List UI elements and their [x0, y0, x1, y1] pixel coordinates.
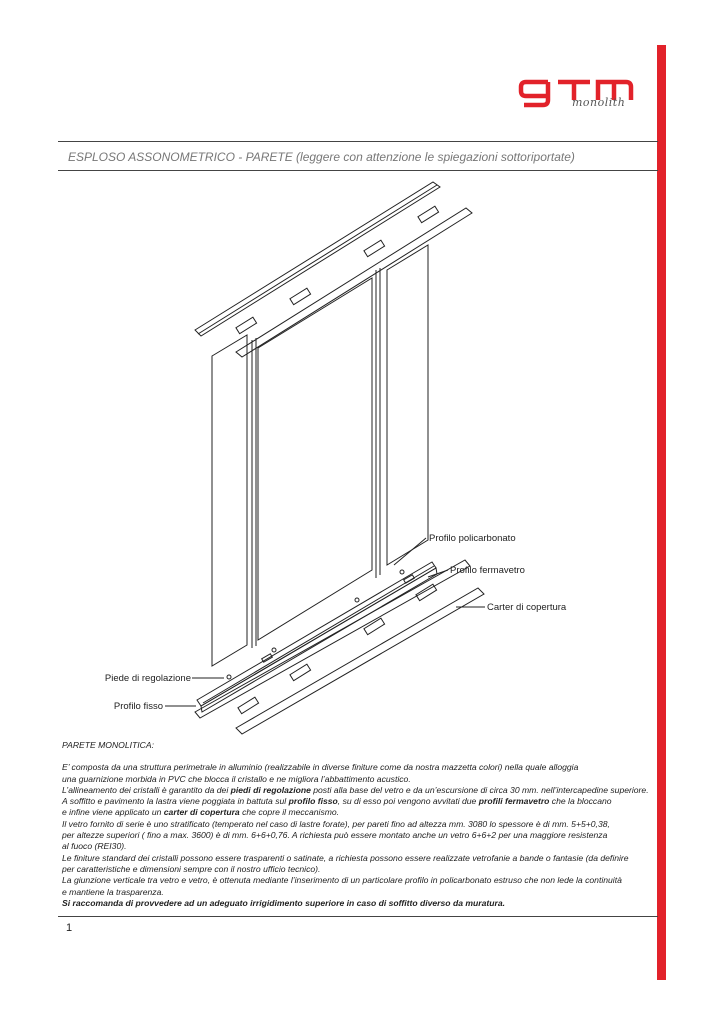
- top-clips: [236, 206, 439, 334]
- label-profilo-fisso: Profilo fisso: [113, 701, 163, 712]
- text-line: E’ composta da una struttura perimetrale in alluminio (realizzabile in diverse finiture come da nostra mazzetta colori) nella quale alloggia: [62, 762, 579, 773]
- label-piede-di-regolazione: Piede di regolazione: [104, 673, 191, 684]
- page-number: 1: [66, 922, 73, 934]
- text-line: Le finiture standard dei cristalli possono essere trasparenti o satinate, a richiesta possono essere realizzate vetrofanie a bande o fantasie (da definire: [62, 852, 629, 863]
- bottom-clips: [238, 584, 437, 714]
- text-line: Il vetro fornito di serie è uno stratificato (temperato nel caso di lastre forate), per pareti fino ad altezza mm. 3080 lo spessore è di mm. 5+5+0,38,: [62, 818, 610, 829]
- top-profile: [195, 182, 472, 357]
- text-line: per caratteristiche e dimensioni sempre con il nostro ufficio tecnico).: [62, 863, 321, 874]
- description-text: [62, 740, 657, 909]
- text-line: per altezze superiori ( fino a max. 3600) è di mm. 6+6+0,76. A richiesta può essere montato anche un vetro 6+6+2 per una maggiore resistenza: [62, 830, 608, 841]
- text-line: e infine viene applicato un carter di copertura che copre il meccanismo.: [62, 807, 340, 818]
- label-profilo-fermavetro: Profilo fermavetro: [450, 565, 525, 576]
- accent-bar: [657, 45, 666, 980]
- label-carter-di-copertura: Carter di copertura: [487, 602, 567, 613]
- text-line: e mantiene la trasparenza.: [62, 886, 164, 897]
- section-heading: PARETE MONOLITICA:: [62, 740, 154, 750]
- text-line: A soffitto e pavimento la lastra viene poggiata in battuta sul profilo fisso, su di esso poi vengono avvitati due profili fermavetro che la bloccano: [62, 796, 612, 807]
- label-profilo-policarbonato: Profilo policarbonato: [429, 533, 516, 544]
- text-line: La giunzione verticale tra vetro e vetro, è ottenuta mediante l’inserimento di un particolare profilo in policarbonato estruso che non lede la continuità: [62, 875, 622, 886]
- header-top-rule: [58, 141, 658, 142]
- footer-rule: [58, 916, 658, 917]
- text-line: una guarnizione morbida in PVC che blocca il cristallo e ne migliora l’abbattimento acustico.: [62, 773, 411, 784]
- logo-subtitle: monolith: [572, 96, 626, 109]
- adjustment-feet: [227, 570, 404, 679]
- text-line: al fuoco (REI30).: [62, 841, 127, 852]
- page-title: ESPLOSO ASSONOMETRICO - PARETE (leggere con attenzione le spiegazioni sottoriportate): [68, 150, 575, 164]
- text-line-emphasis: Si raccomanda di provvedere ad un adeguato irrigidimento superiore in caso di soffitto diverso da muratura.: [62, 897, 505, 908]
- text-line: L’allineamento dei cristalli è garantito da dei piedi di regolazione posti alla base del vetro e da un’escursione di circa 30 mm. nell’intercapedine superiore.: [62, 784, 649, 795]
